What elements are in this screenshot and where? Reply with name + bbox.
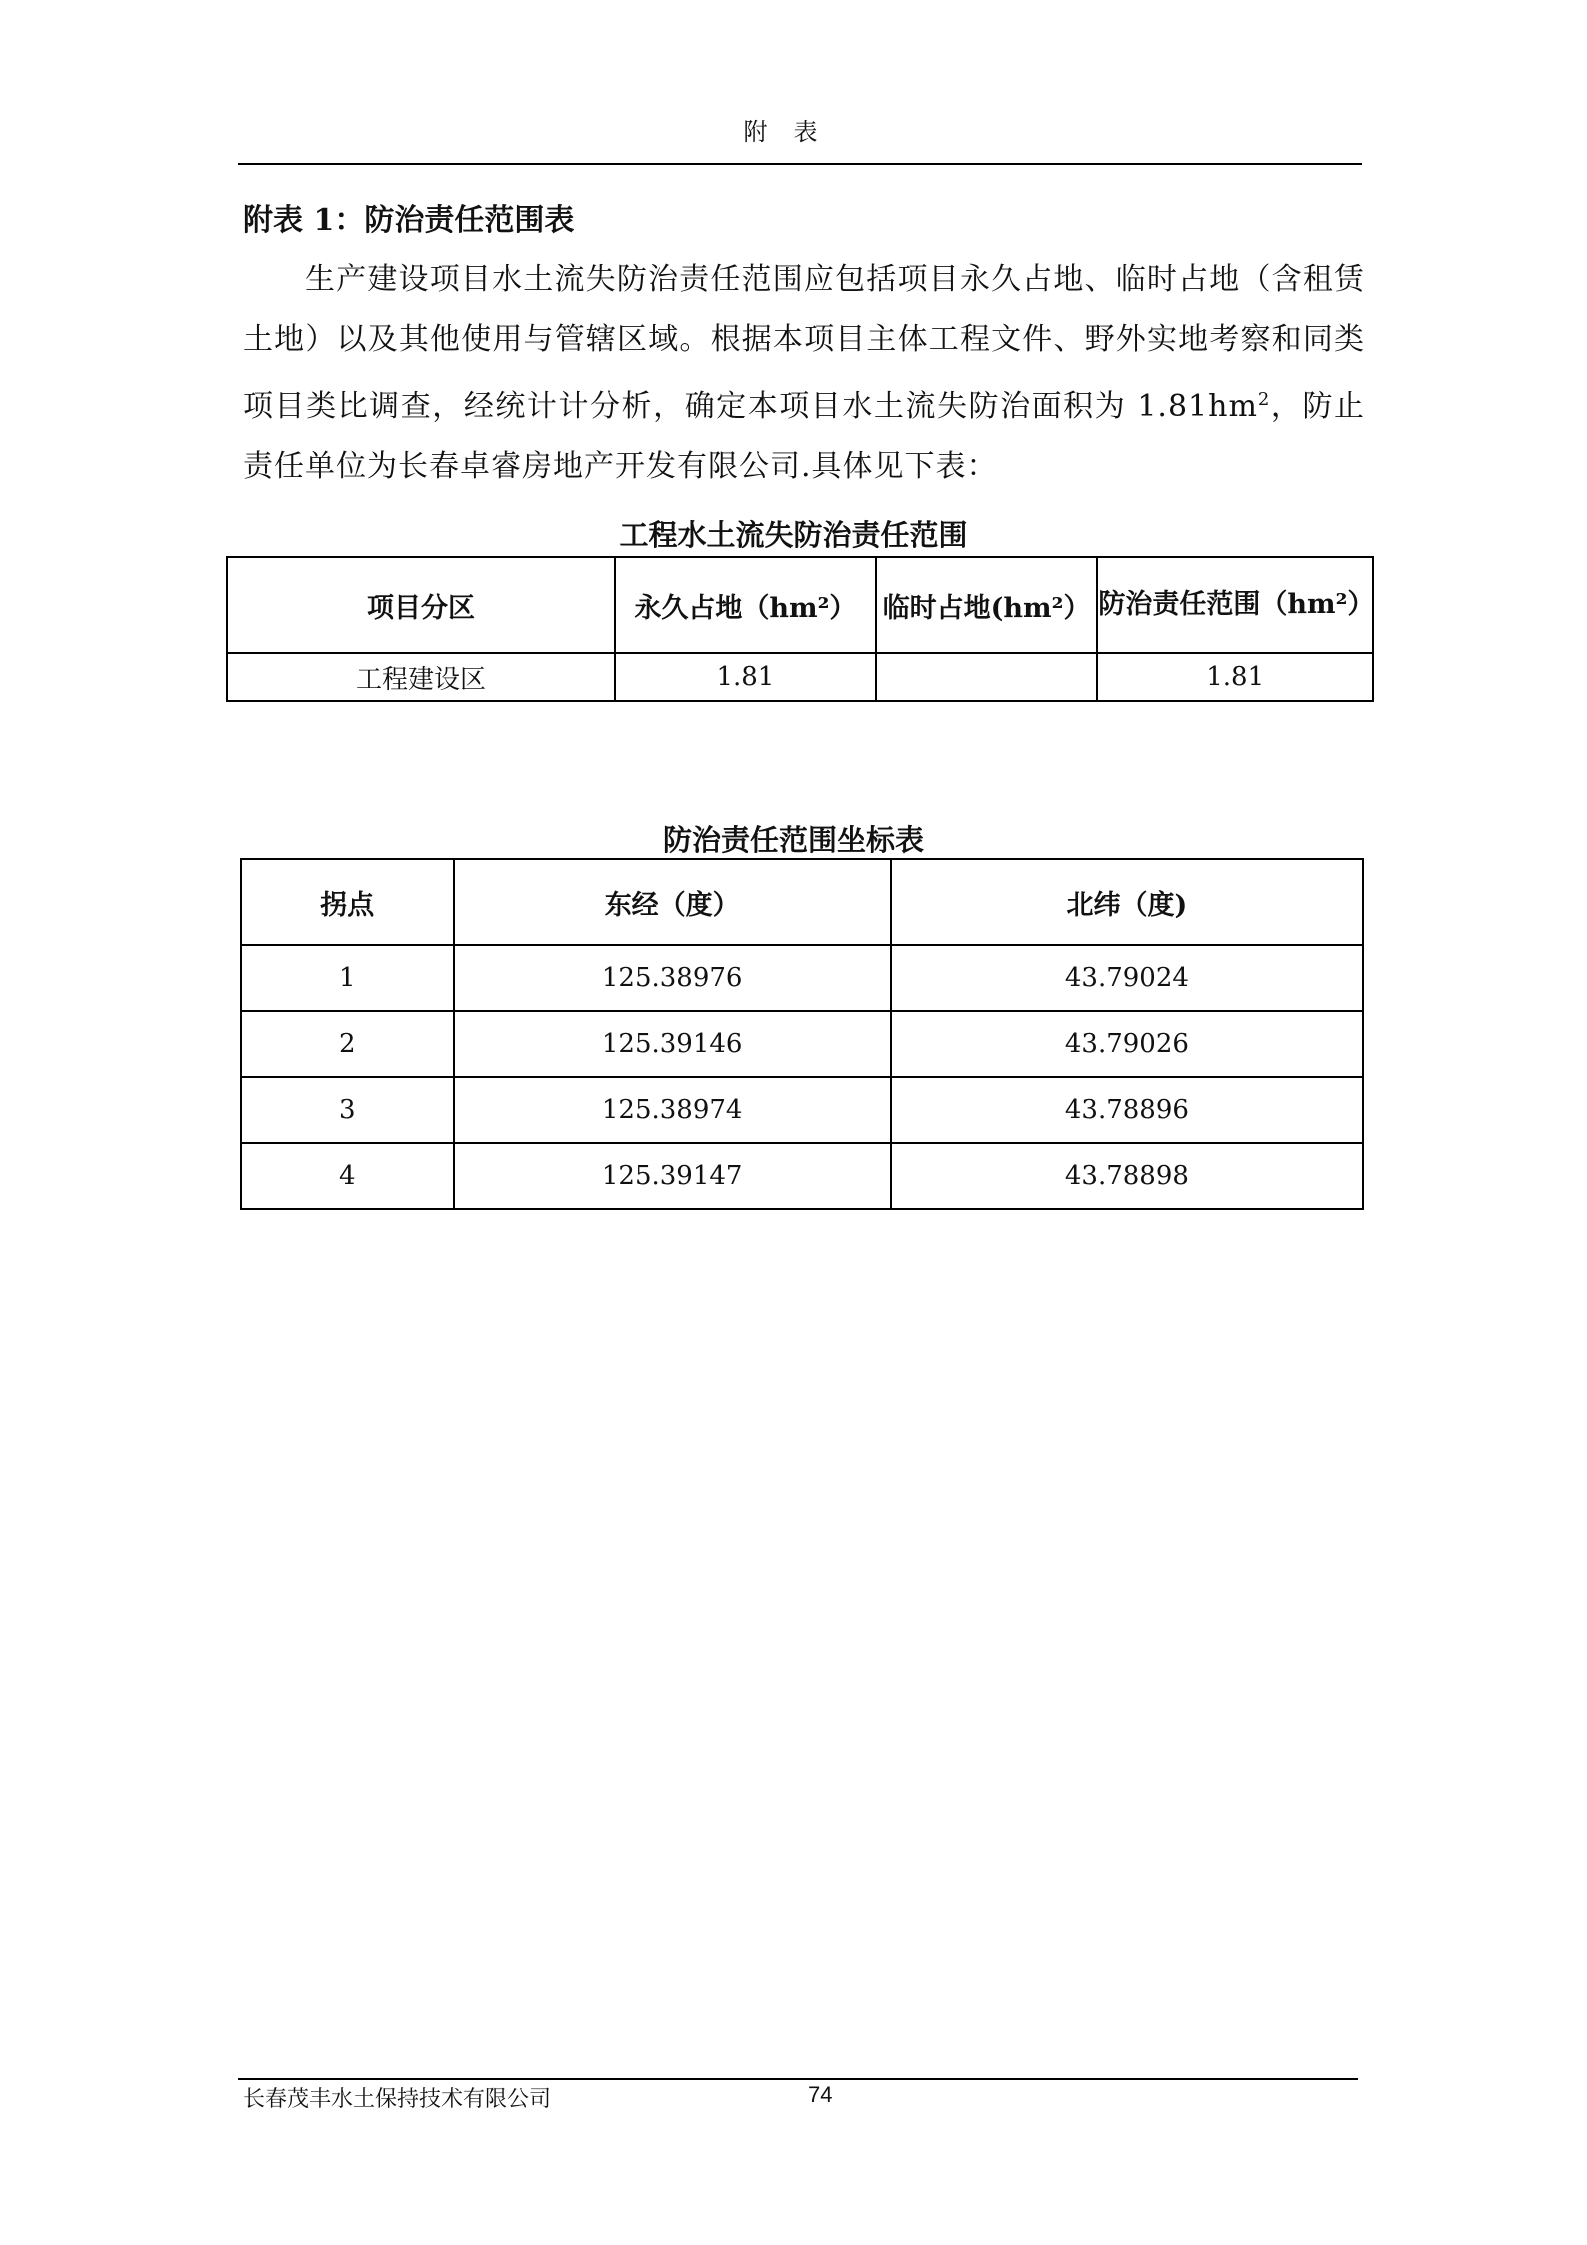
table-row bbox=[241, 945, 1363, 1011]
table2-cell: 125.38974 bbox=[454, 1077, 891, 1143]
body-paragraph bbox=[243, 250, 1365, 497]
footer-company-name: 长春茂丰水土保持技术有限公司 bbox=[243, 2087, 552, 2112]
table2-header-cell: 东经（度） bbox=[454, 859, 891, 945]
table1-cell: 工程建设区 bbox=[227, 653, 615, 701]
table2-cell: 43.79026 bbox=[891, 1011, 1363, 1077]
table2-cell: 125.39146 bbox=[454, 1011, 891, 1077]
table1-header-cell: 项目分区 bbox=[227, 557, 615, 653]
table2-cell: 43.78896 bbox=[891, 1077, 1363, 1143]
table2-cell: 2 bbox=[241, 1011, 454, 1077]
table2-caption: 防治责任范围坐标表 bbox=[662, 823, 924, 857]
table1-caption: 工程水土流失防治责任范围 bbox=[619, 518, 968, 552]
table2-cell: 125.38976 bbox=[454, 945, 891, 1011]
table1-header-cell: 临时占地(hm²） bbox=[876, 557, 1098, 653]
section-title: 附表 1：防治责任范围表 bbox=[243, 203, 575, 238]
table-row bbox=[241, 1011, 1363, 1077]
table2-cell: 43.78898 bbox=[891, 1143, 1363, 1209]
header-divider bbox=[238, 163, 1362, 165]
table2-cell: 43.79024 bbox=[891, 945, 1363, 1011]
paragraph-text-after: ，防止责任单位为长春卓睿房地产开发有限公司.具体见下表： bbox=[243, 389, 1365, 484]
table1-header-cell: 防治责任范围（hm²） bbox=[1097, 557, 1373, 653]
table2-cell: 1 bbox=[241, 945, 454, 1011]
footer-divider bbox=[238, 2078, 1358, 2080]
table1-cell bbox=[876, 653, 1098, 701]
coordinate-table bbox=[240, 858, 1364, 1210]
table-row bbox=[241, 1077, 1363, 1143]
table2-cell: 3 bbox=[241, 1077, 454, 1143]
table-row bbox=[241, 1143, 1363, 1209]
responsibility-area-table bbox=[226, 556, 1374, 702]
table-row bbox=[227, 653, 1373, 701]
table1-cell: 1.81 bbox=[1097, 653, 1373, 701]
page-number: 74 bbox=[808, 2082, 833, 2107]
table2-cell: 4 bbox=[241, 1143, 454, 1209]
table1-header-cell: 永久占地（hm²） bbox=[615, 557, 876, 653]
paragraph-superscript: 2 bbox=[1257, 389, 1271, 410]
table1-cell: 1.81 bbox=[615, 653, 876, 701]
paragraph-text-before: 生产建设项目水土流失防治责任范围应包括项目永久占地、临时占地（含租赁土地）以及其他使用与管辖区域。根据本项目主体工程文件、野外实地考察和同类项目类比调查，经统计计分析，确定本项目水土流失防治面积为 1.81hm bbox=[243, 262, 1365, 424]
table2-cell: 125.39147 bbox=[454, 1143, 891, 1209]
page-header-title: 附表 bbox=[743, 118, 844, 146]
table2-header-cell: 拐点 bbox=[241, 859, 454, 945]
table2-header-cell: 北纬（度) bbox=[891, 859, 1363, 945]
